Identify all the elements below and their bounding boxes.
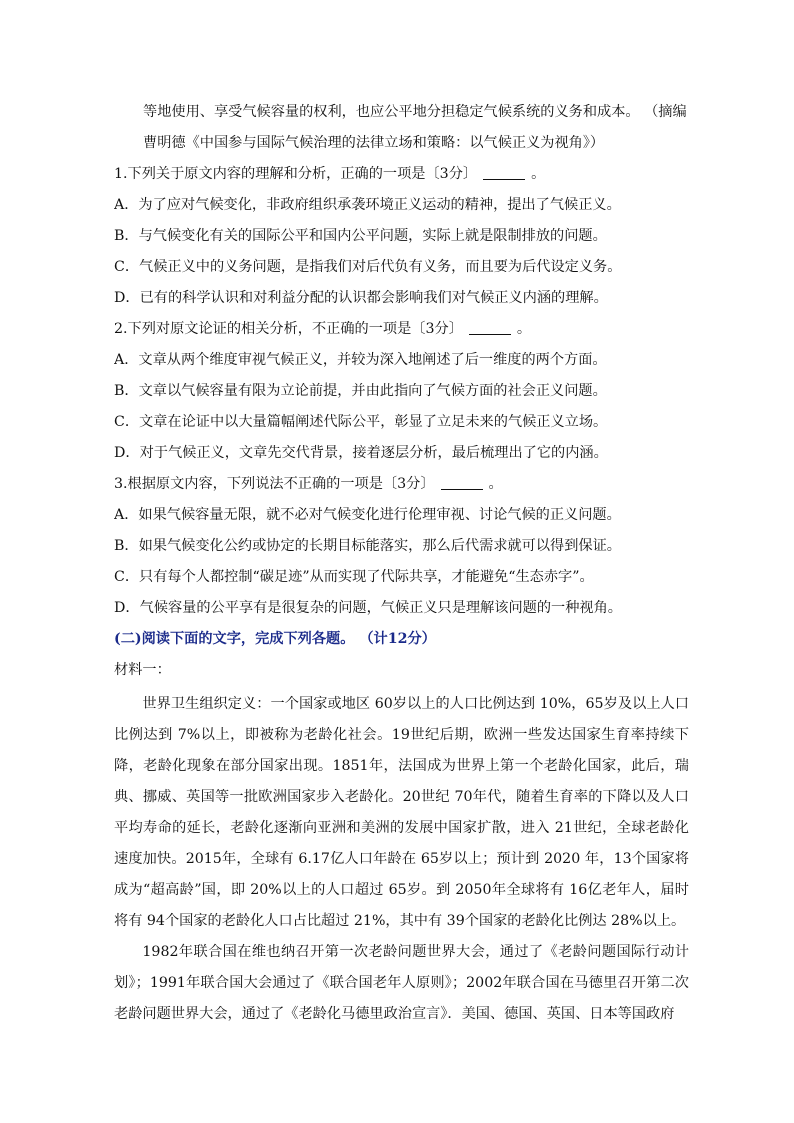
- question-1-stem: [114, 164, 689, 184]
- question-2-option-a: A．文章从两个维度审视气候正义，并较为深入地阐述了后一维度的两个方面。: [114, 352, 607, 368]
- material-1-label: 材料一：: [114, 662, 171, 678]
- material-1-paragraph-2: 1982年联合国在维也纳召开第一次老龄问题世界大会，通过了《老龄问题国际行动计划》；1991年联合国大会通过了《联合国老年人原则》；2002年联合国在马德里召开第二次老龄问题世界大会，通过了《老龄化马德里政治宣言》．美国、德国、英国、日本等国政府: [114, 944, 689, 1022]
- question-3-answer-blank[interactable]: [441, 474, 483, 490]
- question-1-option-d: D．已有的科学认识和对利益分配的认识都会影响我们对气候正义内涵的理解。: [114, 290, 608, 306]
- source-line-2: 曹明德《中国参与国际气候治理的法律立场和策略：以气候正义为视角》）: [143, 135, 605, 151]
- question-1-answer-blank[interactable]: [483, 164, 525, 180]
- question-2-text: 2.下列对原文论证的相关分析，不正确的一项是〔3分〕: [114, 321, 463, 337]
- question-1-option-a: A．为了应对气候变化，非政府组织承袭环境正义运动的精神，提出了气候正义。: [114, 197, 621, 213]
- question-2-option-b: B．文章以气候容量有限为立论前提，并由此指向了气候方面的社会正义问题。: [114, 383, 607, 399]
- question-3-text: 3.根据原文内容，下列说法不正确的一项是〔3分〕: [114, 476, 435, 492]
- question-2-stem: [114, 319, 689, 339]
- question-2-answer-blank[interactable]: [469, 319, 511, 335]
- question-3-option-a: A．如果气候容量无限，就不必对气候变化进行伦理审视、讨论气候的正义问题。: [114, 507, 621, 523]
- source-line-1: 等地使用、享受气候容量的权利，也应公平地分担稳定气候系统的义务和成本。 （摘编: [143, 104, 687, 120]
- question-1-text: 1.下列关于原文内容的理解和分析，正确的一项是〔3分〕: [114, 166, 478, 182]
- question-3-option-c: C．只有每个人都控制“碳足迹”从而实现了代际共享，才能避免“生态赤字”。: [114, 569, 594, 585]
- question-1-option-b: B．与气候变化有关的国际公平和国内公平问题，实际上就是限制排放的问题。: [114, 228, 607, 244]
- question-3-stem: [114, 474, 689, 494]
- question-3-option-d: D．气候容量的公平享有是很复杂的问题，气候正义只是理解该问题的一种视角。: [114, 600, 622, 616]
- material-1-paragraph-1: 世界卫生组织定义：一个国家或地区 60岁以上的人口比例达到 10%，65岁及以上人口比例达到 7%以上，即被称为老龄化社会。19世纪后期，欧洲一些发达国家生育率持续下降，老龄化现象在部分国家出现。1851年，法国成为世界上第一个老龄化国家，此后，瑞典、挪威、英国等一批欧洲国家步入老龄化。20世纪 70年代，随着生育率的下降以及人口平均寿命的延长，老龄化逐渐向亚洲和美洲的发展中国家扩散，进入 21世纪，全球老龄化速度加快。2015年，全球有 6.17亿人口年龄在 65岁以上；预计到 2020 年，13个国家将成为“超高龄”国，即 20%以上的人口超过 65岁。到 2050年全球将有 16亿老年人，届时将有 94个国家的老龄化人口占比超过 21%，其中有 39个国家的老龄化比例达 28%以上。: [114, 696, 689, 929]
- question-2-period: 。: [516, 321, 532, 337]
- section-2-heading: (二)阅读下面的文字，完成下列各题。 （计12分）: [114, 631, 436, 647]
- question-2-option-d: D．对于气候正义，文章先交代背景，接着逐层分析，最后梳理出了它的内涵。: [114, 445, 608, 461]
- question-3-option-b: B．如果气候变化公约或协定的长期目标能落实，那么后代需求就可以得到保证。: [114, 538, 621, 554]
- question-3-period: 。: [488, 476, 503, 492]
- question-1-period: 。: [531, 166, 546, 182]
- question-1-option-c: C．气候正义中的义务问题，是指我们对后代负有义务，而且要为后代设定义务。: [114, 259, 622, 275]
- question-2-option-c: C．文章在论证中以大量篇幅阐述代际公平，彰显了立足未来的气候正义立场。: [114, 414, 608, 430]
